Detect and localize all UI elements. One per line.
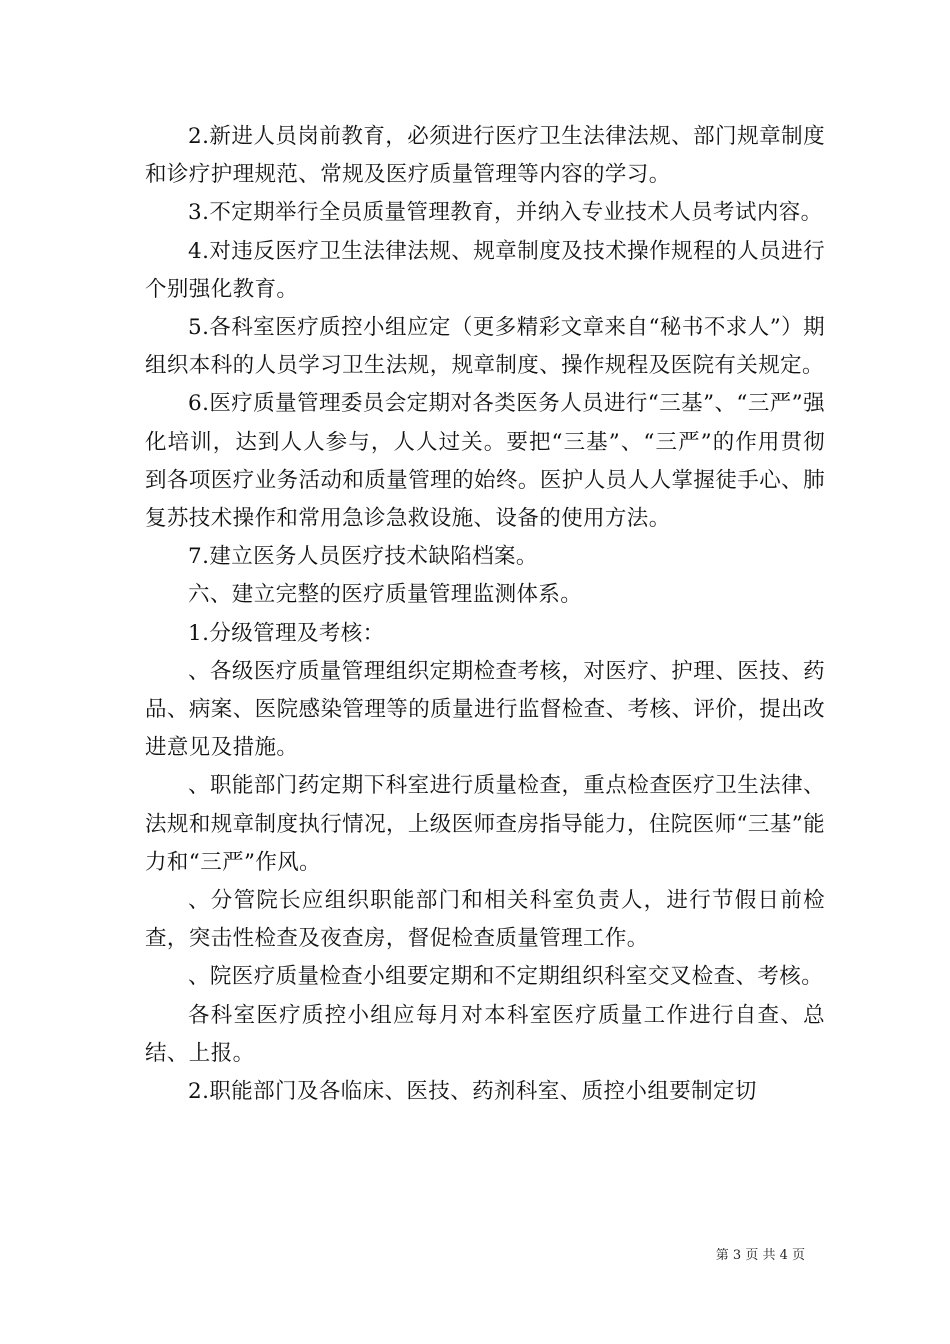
paragraph-item-2-orientation: 2.新进人员岗前教育，必须进行医疗卫生法律法规、部门规章制度和诊疗护理规范、常规及医疗质量管理等内容的学习。 [145, 124, 825, 188]
paragraph-item-5-department-study: 5.各科室医疗质控小组应定（更多精彩文章来自“秘书不求人”）期组织本科的人员学习卫生法规，规章制度、操作规程及医院有关规定。 [145, 315, 825, 379]
page-number-footer: 第 3 页 共 4 页 [715, 1248, 805, 1263]
paragraph-item-7-defect-archive: 7.建立医务人员医疗技术缺陷档案。 [188, 544, 538, 570]
section-heading-six: 六、建立完整的医疗质量管理监测体系。 [188, 582, 583, 608]
document-body [145, 118, 825, 1111]
paragraph-cross-inspection: 、院医疗质量检查小组要定期和不定期组织科室交叉检查、考核。 [188, 964, 824, 990]
paragraph-inspection-all-levels: 、各级医疗质量管理组织定期检查考核，对医疗、护理、医技、药品、病案、医院感染管理等的质量进行监督检查、考核、评价，提出改进意见及措施。 [145, 658, 825, 761]
paragraph-vice-president-inspection: 、分管院长应组织职能部门和相关科室负责人，进行节假日前检查，突击性检查及夜查房，督促检查质量管理工作。 [145, 888, 825, 952]
subheading-graded-management: 1.分级管理及考核： [188, 620, 385, 646]
paragraph-functional-departments: 、职能部门药定期下科室进行质量检查，重点检查医疗卫生法律、法规和规章制度执行情况，上级医师查房指导能力，住院医师“三基”能力和“三严”作风。 [145, 773, 825, 875]
paragraph-item-3-quality-education: 3.不定期举行全员质量管理教育，并纳入专业技术人员考试内容。 [188, 200, 823, 226]
paragraph-item-6-training: 6.医疗质量管理委员会定期对各类医务人员进行“三基”、“三严”强化培训，达到人人参与，人人过关。要把“三基”、“三严”的作用贯彻到各项医疗业务活动和质量管理的始终。医护人员人人掌握徒手心、肺复苏技术操作和常用急诊急救设施、设备的使用方法。 [145, 391, 825, 532]
paragraph-monthly-self-check: 各科室医疗质控小组应每月对本科室医疗质量工作进行自查、总结、上报。 [145, 1002, 825, 1066]
paragraph-item-4-remedial-education: 4.对违反医疗卫生法律法规、规章制度及技术操作规程的人员进行个别强化教育。 [145, 238, 825, 302]
paragraph-item-2-standards: 2.职能部门及各临床、医技、药剂科室、质控小组要制定切 [188, 1079, 757, 1105]
